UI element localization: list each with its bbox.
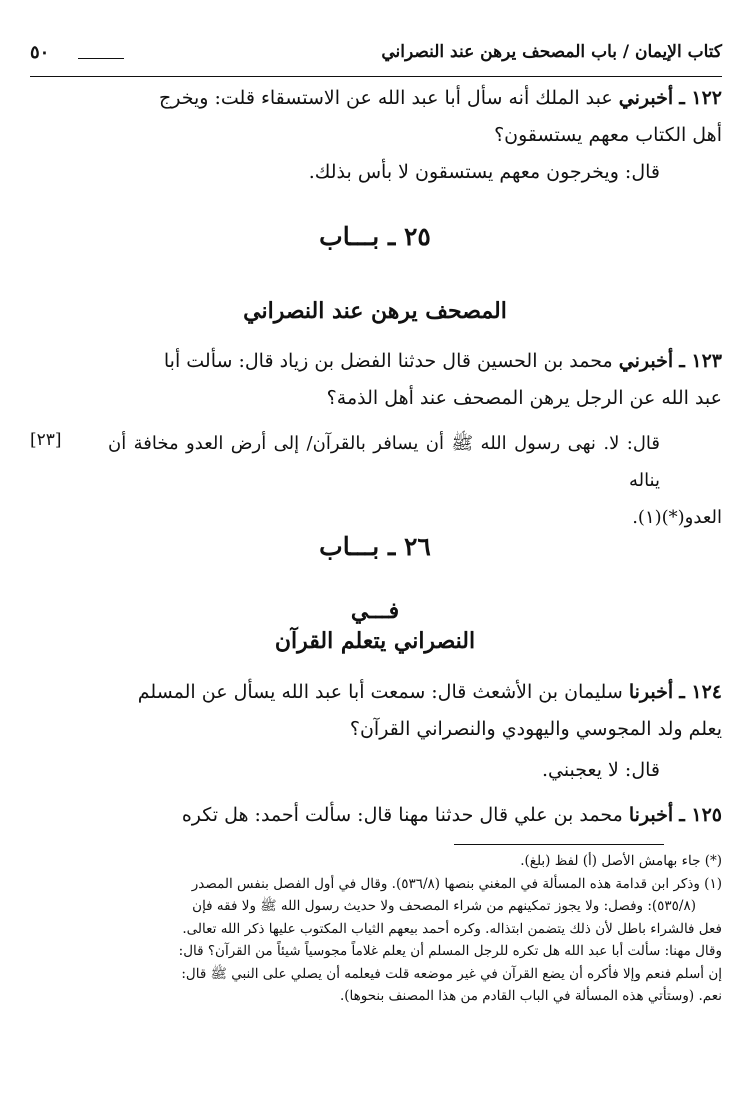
chapter-25-subtitle: المصحف يرهن عند النصراني xyxy=(243,298,507,324)
entry-text: سليمان بن الأشعث قال: سمعت أبا عبد الله يسأل عن المسلم xyxy=(137,681,623,703)
chapter-26-subtitle: النصراني يتعلم القرآن xyxy=(274,628,476,654)
entry-123 xyxy=(28,343,722,417)
entry-123-line-1 xyxy=(28,343,722,380)
footnote-1-line-5: إن أسلم فنعم وإلا فأكره أن يضع القرآن في غير موضعه قلت فيعلمه أن يصلي على النبي ﷺ قال: xyxy=(181,965,722,982)
entry-keyword: أخبرنا xyxy=(628,681,674,703)
entry-123-line-3: قال: لا. نهى رسول الله ﷺ أن يسافر بالقرآن/ إلى أرض العدو مخافة أن يناله xyxy=(108,433,660,491)
chapter-26-pre: فـــي xyxy=(350,598,400,624)
entry-keyword: أخبرني xyxy=(618,87,674,109)
entry-number: ١٢٢ ـ xyxy=(679,87,722,109)
entry-124-line-3: قال: لا يعجبني. xyxy=(541,759,660,781)
footnote-1-line-1: (١) وذكر ابن قدامة هذه المسألة في المغني بنصها (٥٣٦/٨). وقال في أول الفصل بنفس المصدر xyxy=(191,875,722,892)
entry-123-answer xyxy=(108,425,722,536)
footnotes xyxy=(28,850,722,1008)
entry-number: ١٢٤ ـ xyxy=(679,681,722,703)
entry-124 xyxy=(28,674,722,789)
footnote-1-line-2: (٥٣٥/٨): وفصل: ولا يجوز تمكينهم من شراء المصحف ولا حديث رسول الله ﷺ ولا فقه فإن xyxy=(192,898,696,914)
entry-122 xyxy=(28,80,722,191)
running-title: كتاب الإيمان / باب المصحف يرهن عند النصراني xyxy=(381,42,722,62)
entry-text: عبد الملك أنه سأل أبا عبد الله عن الاستسقاء قلت: ويخرج xyxy=(158,87,613,109)
chapter-25-title: ٢٥ ـ بـــاب xyxy=(319,222,431,251)
header-underline xyxy=(30,76,722,77)
footnote-1-line-3: فعل فالشراء باطل لأن ذلك يتضمن ابتذاله. وكره أحمد بيعهم الثياب المكتوب عليها ذكر الله تعالى. xyxy=(182,920,722,937)
entry-123-line-4: العدو(*)(١). xyxy=(632,507,722,528)
entry-125 xyxy=(28,797,722,834)
entry-124-line-1 xyxy=(28,674,722,711)
entry-keyword: أخبرني xyxy=(618,350,674,372)
chapter-26-title: ٢٦ ـ بـــاب xyxy=(319,532,431,561)
footnote-star: (*) جاء بهامش الأصل (أ) لفظ (بلغ). xyxy=(520,853,722,869)
entry-125-line-1 xyxy=(28,797,722,834)
page-header xyxy=(30,38,722,74)
entry-text: محمد بن علي قال حدثنا مهنا قال: سألت أحمد: هل تكره xyxy=(181,804,623,826)
manuscript-page-marker: [٢٣] xyxy=(30,430,62,450)
entry-122-line-2: أهل الكتاب معهم يستسقون؟ xyxy=(494,124,722,146)
entry-122-line-3: قال: ويخرجون معهم يستسقون لا بأس بذلك. xyxy=(308,161,660,183)
entry-number: ١٢٣ ـ xyxy=(679,350,722,372)
entry-124-line-2: يعلم ولد المجوسي واليهودي والنصراني القرآن؟ xyxy=(349,718,722,740)
page-number: ٥٠ xyxy=(30,42,50,63)
footnote-1-line-6: نعم. (وستأتي هذه المسألة في الباب القادم من هذا المصنف بنحوها). xyxy=(339,988,722,1004)
entry-123-line-2: عبد الله عن الرجل يرهن المصحف عند أهل الذمة؟ xyxy=(326,387,722,409)
header-rule xyxy=(78,58,124,59)
entry-text: محمد بن الحسين قال حدثنا الفضل بن زياد قال: سألت أبا xyxy=(163,350,613,372)
entry-keyword: أخبرنا xyxy=(628,804,674,826)
entry-number: ١٢٥ ـ xyxy=(679,804,722,826)
entry-122-line-1 xyxy=(28,80,722,117)
footnote-1-line-4: وقال مهنا: سألت أبا عبد الله هل تكره للرجل المسلم أن يعلم غلاماً مجوسياً شيئاً من القرآن؟ قال: xyxy=(178,943,722,959)
footnote-separator xyxy=(454,844,664,845)
